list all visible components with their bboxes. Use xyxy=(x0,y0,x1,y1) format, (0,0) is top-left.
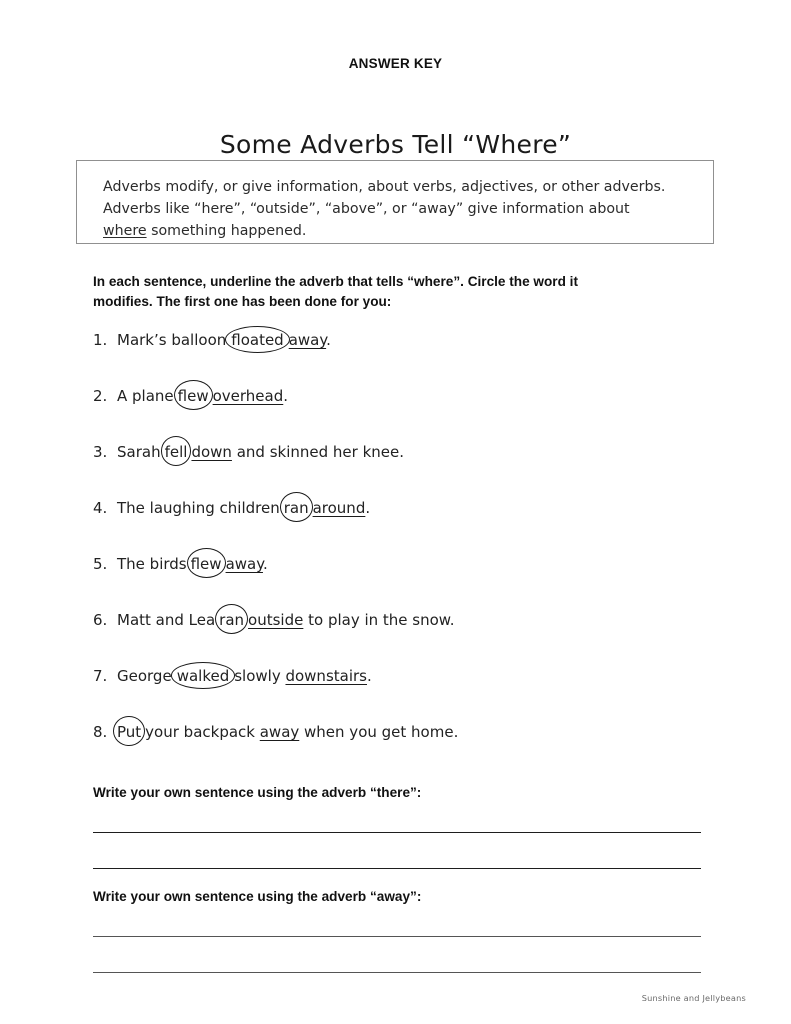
underlined-adverb[interactable]: down xyxy=(191,443,232,461)
sentence-text-before: The birds xyxy=(117,555,187,573)
sentence-number: 6. xyxy=(93,611,108,629)
sentence-item-8 xyxy=(93,723,733,779)
circled-word[interactable]: Put xyxy=(113,723,145,741)
circled-word[interactable]: ran xyxy=(280,499,313,517)
sentence-text-after: . xyxy=(366,667,372,685)
sentence-number: 3. xyxy=(93,443,108,461)
sentence-text-middle: your backpack xyxy=(145,723,260,741)
sentence-text-after: . xyxy=(283,387,289,405)
circled-word[interactable]: flew xyxy=(187,555,226,573)
sentence-body xyxy=(117,443,404,461)
sentence-text-after: to play in the snow. xyxy=(303,611,455,629)
sentence-item-1 xyxy=(93,331,733,387)
prompt-away-label: Write your own sentence using the adverb “away”: xyxy=(93,889,422,904)
sentence-number: 1. xyxy=(93,331,108,349)
underlined-adverb[interactable]: around xyxy=(312,499,366,517)
underlined-adverb[interactable]: away xyxy=(288,331,327,349)
sentence-text-before: A plane xyxy=(117,387,174,405)
underlined-adverb[interactable]: outside xyxy=(248,611,304,629)
sentence-item-6 xyxy=(93,611,733,667)
sentence-body xyxy=(113,723,458,741)
underlined-adverb[interactable]: downstairs xyxy=(285,667,367,685)
sentence-number: 8. xyxy=(93,723,108,741)
circled-word[interactable]: walked xyxy=(172,667,235,685)
sentence-body xyxy=(117,611,454,629)
sentence-item-7 xyxy=(93,667,733,723)
sentence-text-middle: slowly xyxy=(234,667,286,685)
sentence-body xyxy=(117,387,288,405)
underlined-adverb[interactable]: away xyxy=(259,723,300,741)
sentence-item-3 xyxy=(93,443,733,499)
definition-line-2: Adverbs like “here”, “outside”, “above”, or “away” give information about xyxy=(103,201,630,217)
sentence-text-before: Sarah xyxy=(117,443,161,461)
definition-line-3-rest: something happened. xyxy=(146,223,307,239)
circled-word[interactable]: fell xyxy=(161,443,192,461)
instruction-line-2: modifies. The first one has been done for you: xyxy=(93,294,392,309)
answer-line-away-1[interactable] xyxy=(93,936,701,937)
answer-line-there-2[interactable] xyxy=(93,868,701,869)
definition-box xyxy=(76,160,714,244)
sentence-text-after: when you get home. xyxy=(299,723,459,741)
sentence-body xyxy=(117,499,370,517)
answer-line-away-2[interactable] xyxy=(93,972,701,973)
sentence-list xyxy=(93,331,733,779)
definition-text xyxy=(103,176,698,242)
sentence-number: 7. xyxy=(93,667,108,685)
prompt-there-label: Write your own sentence using the adverb “there”: xyxy=(93,785,422,800)
sentence-text-before: The laughing children xyxy=(117,499,280,517)
page-title: Some Adverbs Tell “Where” xyxy=(219,129,572,159)
sentence-number: 2. xyxy=(93,387,108,405)
sentence-text-after: . xyxy=(365,499,371,517)
sentence-number: 4. xyxy=(93,499,108,517)
sentence-text-before: George xyxy=(117,667,172,685)
sentence-body xyxy=(117,667,372,685)
sentence-text-after: . xyxy=(326,331,331,349)
underlined-adverb[interactable]: overhead xyxy=(212,387,284,405)
sentence-text-before: Mark’s balloon xyxy=(117,331,227,349)
sentence-item-2 xyxy=(93,387,733,443)
sentence-text-before: Matt and Lea xyxy=(117,611,216,629)
answer-key-label: ANSWER KEY xyxy=(348,56,443,71)
instruction-line-1: In each sentence, underline the adverb that tells “where”. Circle the word it xyxy=(93,274,578,289)
answer-line-there-1[interactable] xyxy=(93,832,701,833)
sentence-body xyxy=(117,555,268,573)
underlined-adverb[interactable]: away xyxy=(225,555,263,573)
circled-word[interactable]: floated xyxy=(226,331,288,349)
sentence-number: 5. xyxy=(93,555,108,573)
sentence-item-4 xyxy=(93,499,733,555)
definition-keyword-where: where xyxy=(103,223,147,239)
sentence-item-5 xyxy=(93,555,733,611)
sentence-body xyxy=(117,331,331,349)
instruction-text xyxy=(93,272,693,312)
footer-credit: Sunshine and Jellybeans xyxy=(641,993,746,1003)
circled-word[interactable]: ran xyxy=(215,611,248,629)
sentence-text-after: and skinned her knee. xyxy=(231,443,404,461)
definition-line-1: Adverbs modify, or give information, about verbs, adjectives, or other adverbs. xyxy=(103,179,666,195)
circled-word[interactable]: flew xyxy=(174,387,213,405)
sentence-text-after: . xyxy=(262,555,268,573)
